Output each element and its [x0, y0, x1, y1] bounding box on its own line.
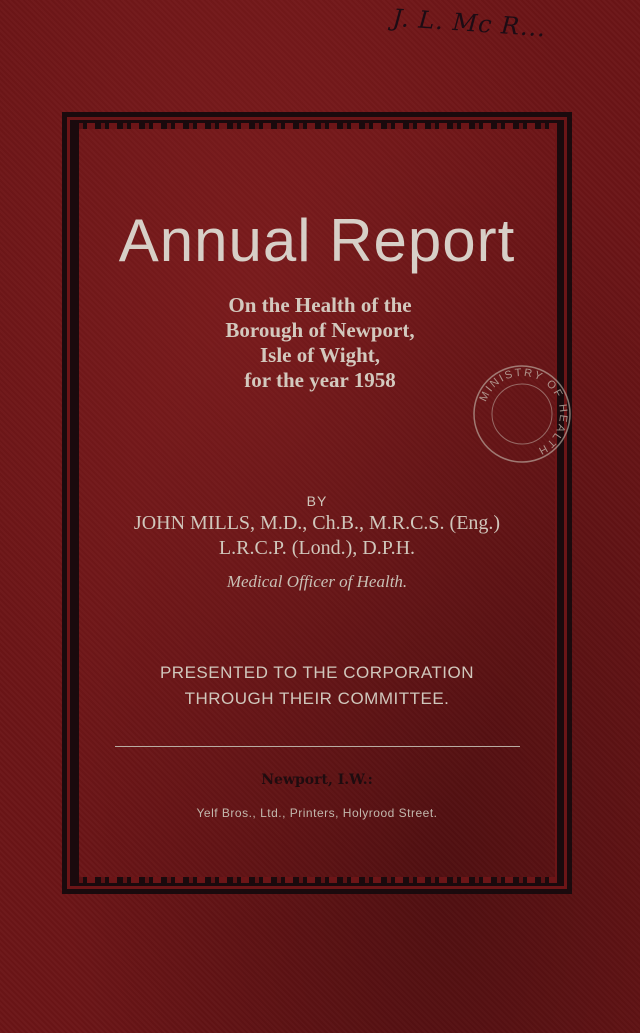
presented-line: THROUGH THEIR COMMITTEE. — [184, 689, 450, 708]
report-title: Annual Report — [118, 207, 516, 274]
subtitle-line: Borough of Newport, — [225, 318, 415, 342]
presented-statement — [62, 660, 572, 712]
handwritten-annotation: J. L. Mc R... — [391, 3, 548, 43]
printer-imprint: Yelf Bros., Ltd., Printers, Holyrood Street. — [196, 806, 438, 820]
by-label: BY — [306, 493, 328, 509]
author-line: L.R.C.P. (Lond.), D.P.H. — [218, 537, 416, 559]
subtitle-line: On the Health of the — [228, 293, 412, 317]
author-title: Medical Officer of Health. — [226, 572, 408, 591]
seal-text-path: MINISTRY OF HEALTH — [477, 366, 570, 458]
library-seal-stamp — [468, 360, 576, 468]
report-subtitle — [130, 293, 510, 393]
author-credentials — [62, 511, 572, 561]
divider-rule — [115, 746, 520, 747]
presented-line: PRESENTED TO THE CORPORATION — [159, 663, 475, 682]
author-line: JOHN MILLS, M.D., Ch.B., M.R.C.S. (Eng.) — [133, 512, 501, 534]
publication-place: Newport, I.W.: — [261, 772, 373, 788]
subtitle-line: Isle of Wight, — [260, 343, 380, 367]
subtitle-line: for the year 1958 — [244, 368, 396, 392]
